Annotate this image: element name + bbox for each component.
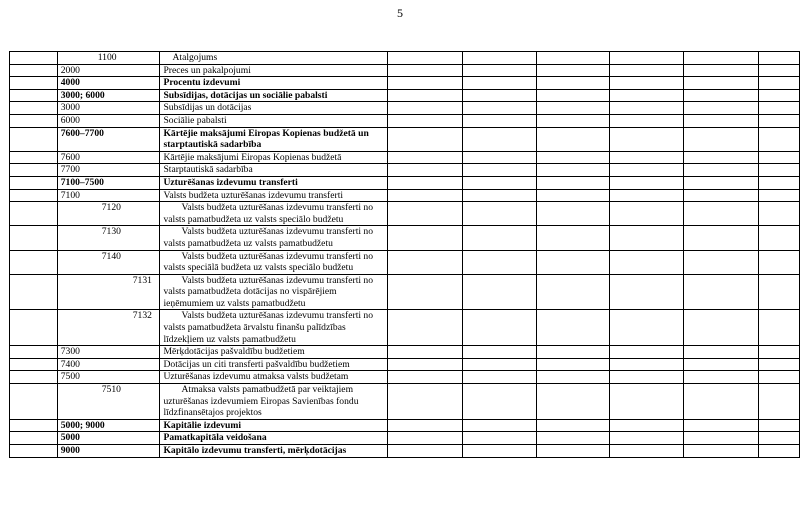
table-row bbox=[10, 274, 800, 310]
label-cell: Kārtējie maksājumi Eiropas Kopienas budžetā bbox=[160, 151, 387, 164]
empty-cell bbox=[537, 114, 610, 127]
table-row bbox=[10, 114, 800, 127]
empty-cell bbox=[683, 346, 758, 359]
table-row bbox=[10, 64, 800, 77]
empty-cell bbox=[387, 114, 462, 127]
empty-cell bbox=[387, 371, 462, 384]
empty-cell bbox=[10, 250, 58, 274]
code-cell: 5000; 9000 bbox=[57, 419, 160, 432]
empty-cell bbox=[683, 189, 758, 202]
code-cell: 7300 bbox=[57, 346, 160, 359]
empty-cell bbox=[537, 52, 610, 65]
empty-cell bbox=[387, 64, 462, 77]
empty-cell bbox=[683, 114, 758, 127]
empty-cell bbox=[683, 77, 758, 90]
empty-cell bbox=[462, 176, 536, 189]
empty-cell bbox=[758, 445, 799, 458]
code-cell: 7700 bbox=[57, 164, 160, 177]
label-cell: Kārtējie maksājumi Eiropas Kopienas budžetā un starptautiskā sadarbība bbox=[160, 127, 387, 151]
table-row bbox=[10, 250, 800, 274]
code-cell: 7100–7500 bbox=[57, 176, 160, 189]
empty-cell bbox=[610, 250, 683, 274]
budget-table bbox=[9, 51, 800, 458]
label-cell: Dotācijas un citi transferti pašvaldību budžetiem bbox=[160, 358, 387, 371]
empty-cell bbox=[462, 202, 536, 226]
empty-cell bbox=[610, 226, 683, 250]
table-row bbox=[10, 432, 800, 445]
empty-cell bbox=[683, 64, 758, 77]
empty-cell bbox=[537, 371, 610, 384]
empty-cell bbox=[537, 202, 610, 226]
empty-cell bbox=[462, 52, 536, 65]
empty-cell bbox=[462, 77, 536, 90]
empty-cell bbox=[387, 419, 462, 432]
empty-cell bbox=[462, 432, 536, 445]
empty-cell bbox=[462, 358, 536, 371]
empty-cell bbox=[610, 419, 683, 432]
code-cell: 2000 bbox=[57, 64, 160, 77]
code-cell: 7600 bbox=[57, 151, 160, 164]
empty-cell bbox=[462, 419, 536, 432]
empty-cell bbox=[387, 432, 462, 445]
empty-cell bbox=[758, 64, 799, 77]
empty-cell bbox=[758, 189, 799, 202]
empty-cell bbox=[758, 419, 799, 432]
empty-cell bbox=[537, 64, 610, 77]
empty-cell bbox=[387, 250, 462, 274]
empty-cell bbox=[610, 127, 683, 151]
empty-cell bbox=[387, 445, 462, 458]
empty-cell bbox=[758, 164, 799, 177]
table-row bbox=[10, 419, 800, 432]
empty-cell bbox=[610, 384, 683, 420]
empty-cell bbox=[683, 164, 758, 177]
empty-cell bbox=[683, 52, 758, 65]
empty-cell bbox=[537, 358, 610, 371]
empty-cell bbox=[387, 151, 462, 164]
empty-cell bbox=[758, 250, 799, 274]
empty-cell bbox=[10, 226, 58, 250]
code-cell: 1100 bbox=[57, 52, 160, 65]
empty-cell bbox=[758, 77, 799, 90]
label-cell: Mērķdotācijas pašvaldību budžetiem bbox=[160, 346, 387, 359]
table-row bbox=[10, 127, 800, 151]
label-cell: Valsts budžeta uzturēšanas izdevumu transferti no valsts pamatbudžeta ārvalstu finanšu palīdzības līdzekļiem uz valsts pamatbudžetu bbox=[160, 310, 387, 346]
empty-cell bbox=[758, 52, 799, 65]
empty-cell bbox=[537, 384, 610, 420]
empty-cell bbox=[462, 274, 536, 310]
empty-cell bbox=[683, 127, 758, 151]
label-cell: Subsīdijas un dotācijas bbox=[160, 102, 387, 115]
table-row bbox=[10, 310, 800, 346]
page-number: 5 bbox=[397, 6, 403, 20]
empty-cell bbox=[537, 274, 610, 310]
empty-cell bbox=[610, 89, 683, 102]
empty-cell bbox=[758, 114, 799, 127]
table-row bbox=[10, 371, 800, 384]
code-cell: 5000 bbox=[57, 432, 160, 445]
empty-cell bbox=[387, 102, 462, 115]
table-body bbox=[10, 52, 800, 458]
empty-cell bbox=[10, 164, 58, 177]
empty-cell bbox=[683, 371, 758, 384]
code-cell: 7131 bbox=[57, 274, 160, 310]
empty-cell bbox=[683, 384, 758, 420]
code-cell: 7140 bbox=[57, 250, 160, 274]
empty-cell bbox=[387, 384, 462, 420]
table-row bbox=[10, 77, 800, 90]
empty-cell bbox=[462, 445, 536, 458]
empty-cell bbox=[610, 445, 683, 458]
table-row bbox=[10, 384, 800, 420]
table-row bbox=[10, 358, 800, 371]
empty-cell bbox=[683, 419, 758, 432]
label-cell: Preces un pakalpojumi bbox=[160, 64, 387, 77]
code-cell: 7510 bbox=[57, 384, 160, 420]
empty-cell bbox=[387, 346, 462, 359]
empty-cell bbox=[537, 127, 610, 151]
label-cell: Starptautiskā sadarbība bbox=[160, 164, 387, 177]
empty-cell bbox=[387, 164, 462, 177]
empty-cell bbox=[610, 64, 683, 77]
table-row bbox=[10, 176, 800, 189]
code-cell: 7120 bbox=[57, 202, 160, 226]
label-cell: Subsīdijas, dotācijas un sociālie pabalsti bbox=[160, 89, 387, 102]
empty-cell bbox=[683, 358, 758, 371]
empty-cell bbox=[537, 445, 610, 458]
empty-cell bbox=[10, 176, 58, 189]
empty-cell bbox=[758, 358, 799, 371]
table-row bbox=[10, 151, 800, 164]
empty-cell bbox=[10, 310, 58, 346]
label-cell: Pamatkapitāla veidošana bbox=[160, 432, 387, 445]
code-cell: 7500 bbox=[57, 371, 160, 384]
empty-cell bbox=[683, 274, 758, 310]
empty-cell bbox=[10, 202, 58, 226]
empty-cell bbox=[610, 310, 683, 346]
empty-cell bbox=[462, 346, 536, 359]
empty-cell bbox=[387, 127, 462, 151]
empty-cell bbox=[758, 176, 799, 189]
code-cell: 7130 bbox=[57, 226, 160, 250]
empty-cell bbox=[758, 371, 799, 384]
code-cell: 7132 bbox=[57, 310, 160, 346]
code-cell: 3000; 6000 bbox=[57, 89, 160, 102]
empty-cell bbox=[610, 358, 683, 371]
empty-cell bbox=[10, 151, 58, 164]
empty-cell bbox=[610, 52, 683, 65]
empty-cell bbox=[758, 432, 799, 445]
empty-cell bbox=[537, 176, 610, 189]
empty-cell bbox=[610, 176, 683, 189]
code-cell: 4000 bbox=[57, 77, 160, 90]
empty-cell bbox=[610, 102, 683, 115]
empty-cell bbox=[537, 189, 610, 202]
empty-cell bbox=[387, 176, 462, 189]
label-cell: Uzturēšanas izdevumu transferti bbox=[160, 176, 387, 189]
empty-cell bbox=[683, 445, 758, 458]
code-cell: 3000 bbox=[57, 102, 160, 115]
empty-cell bbox=[537, 419, 610, 432]
empty-cell bbox=[758, 202, 799, 226]
empty-cell bbox=[537, 77, 610, 90]
empty-cell bbox=[758, 346, 799, 359]
empty-cell bbox=[462, 151, 536, 164]
empty-cell bbox=[387, 274, 462, 310]
empty-cell bbox=[758, 274, 799, 310]
table-row bbox=[10, 52, 800, 65]
empty-cell bbox=[537, 250, 610, 274]
empty-cell bbox=[758, 102, 799, 115]
empty-cell bbox=[10, 346, 58, 359]
label-cell: Kapitālo izdevumu transferti, mērķdotācijas bbox=[160, 445, 387, 458]
label-cell: Valsts budžeta uzturēšanas izdevumu transferti no valsts pamatbudžeta uz valsts speciālo budžetu bbox=[160, 202, 387, 226]
code-cell: 7400 bbox=[57, 358, 160, 371]
empty-cell bbox=[10, 114, 58, 127]
empty-cell bbox=[610, 274, 683, 310]
empty-cell bbox=[462, 102, 536, 115]
empty-cell bbox=[387, 52, 462, 65]
label-cell: Uzturēšanas izdevumu atmaksa valsts budžetam bbox=[160, 371, 387, 384]
empty-cell bbox=[683, 89, 758, 102]
empty-cell bbox=[683, 432, 758, 445]
label-cell: Kapitālie izdevumi bbox=[160, 419, 387, 432]
empty-cell bbox=[10, 445, 58, 458]
empty-cell bbox=[537, 310, 610, 346]
empty-cell bbox=[10, 432, 58, 445]
empty-cell bbox=[10, 371, 58, 384]
empty-cell bbox=[758, 384, 799, 420]
empty-cell bbox=[10, 189, 58, 202]
empty-cell bbox=[537, 151, 610, 164]
empty-cell bbox=[10, 89, 58, 102]
label-cell: Sociālie pabalsti bbox=[160, 114, 387, 127]
empty-cell bbox=[537, 346, 610, 359]
label-cell: Atalgojums bbox=[160, 52, 387, 65]
empty-cell bbox=[610, 77, 683, 90]
table-row bbox=[10, 445, 800, 458]
label-cell: Atmaksa valsts pamatbudžetā par veiktajiem uzturēšanas izdevumiem Eiropas Savienības fondu līdzfinansētajos projektos bbox=[160, 384, 387, 420]
empty-cell bbox=[610, 151, 683, 164]
empty-cell bbox=[537, 164, 610, 177]
empty-cell bbox=[387, 77, 462, 90]
empty-cell bbox=[462, 384, 536, 420]
empty-cell bbox=[10, 77, 58, 90]
empty-cell bbox=[462, 164, 536, 177]
table-row bbox=[10, 164, 800, 177]
empty-cell bbox=[758, 89, 799, 102]
empty-cell bbox=[10, 384, 58, 420]
label-cell: Valsts budžeta uzturēšanas izdevumu transferti no valsts pamatbudžeta uz valsts pamatbudžetu bbox=[160, 226, 387, 250]
code-cell: 7100 bbox=[57, 189, 160, 202]
empty-cell bbox=[758, 151, 799, 164]
empty-cell bbox=[387, 226, 462, 250]
empty-cell bbox=[537, 432, 610, 445]
empty-cell bbox=[610, 189, 683, 202]
empty-cell bbox=[10, 102, 58, 115]
empty-cell bbox=[462, 371, 536, 384]
empty-cell bbox=[683, 202, 758, 226]
empty-cell bbox=[683, 250, 758, 274]
empty-cell bbox=[610, 114, 683, 127]
empty-cell bbox=[10, 419, 58, 432]
code-cell: 9000 bbox=[57, 445, 160, 458]
label-cell: Procentu izdevumi bbox=[160, 77, 387, 90]
empty-cell bbox=[462, 89, 536, 102]
label-cell: Valsts budžeta uzturēšanas izdevumu transferti no valsts pamatbudžeta dotācijas no vispārējiem ieņēmumiem uz valsts pamatbudžetu bbox=[160, 274, 387, 310]
empty-cell bbox=[462, 189, 536, 202]
table-row bbox=[10, 89, 800, 102]
empty-cell bbox=[758, 127, 799, 151]
empty-cell bbox=[462, 127, 536, 151]
table-row bbox=[10, 102, 800, 115]
table-row bbox=[10, 226, 800, 250]
label-cell: Valsts budžeta uzturēšanas izdevumu transferti bbox=[160, 189, 387, 202]
empty-cell bbox=[758, 226, 799, 250]
empty-cell bbox=[10, 127, 58, 151]
empty-cell bbox=[537, 226, 610, 250]
empty-cell bbox=[758, 310, 799, 346]
empty-cell bbox=[610, 164, 683, 177]
empty-cell bbox=[387, 202, 462, 226]
empty-cell bbox=[610, 202, 683, 226]
empty-cell bbox=[683, 151, 758, 164]
empty-cell bbox=[537, 102, 610, 115]
empty-cell bbox=[462, 310, 536, 346]
empty-cell bbox=[10, 274, 58, 310]
empty-cell bbox=[683, 226, 758, 250]
empty-cell bbox=[683, 102, 758, 115]
empty-cell bbox=[462, 114, 536, 127]
empty-cell bbox=[387, 358, 462, 371]
table-row bbox=[10, 202, 800, 226]
empty-cell bbox=[683, 176, 758, 189]
empty-cell bbox=[610, 346, 683, 359]
empty-cell bbox=[10, 358, 58, 371]
empty-cell bbox=[462, 64, 536, 77]
empty-cell bbox=[387, 310, 462, 346]
empty-cell bbox=[462, 226, 536, 250]
empty-cell bbox=[610, 371, 683, 384]
empty-cell bbox=[10, 52, 58, 65]
empty-cell bbox=[387, 89, 462, 102]
empty-cell bbox=[10, 64, 58, 77]
empty-cell bbox=[387, 189, 462, 202]
empty-cell bbox=[462, 250, 536, 274]
code-cell: 7600–7700 bbox=[57, 127, 160, 151]
code-cell: 6000 bbox=[57, 114, 160, 127]
empty-cell bbox=[683, 310, 758, 346]
label-cell: Valsts budžeta uzturēšanas izdevumu transferti no valsts speciālā budžeta uz valsts speciālo budžetu bbox=[160, 250, 387, 274]
empty-cell bbox=[610, 432, 683, 445]
table-row bbox=[10, 346, 800, 359]
empty-cell bbox=[537, 89, 610, 102]
table-row bbox=[10, 189, 800, 202]
